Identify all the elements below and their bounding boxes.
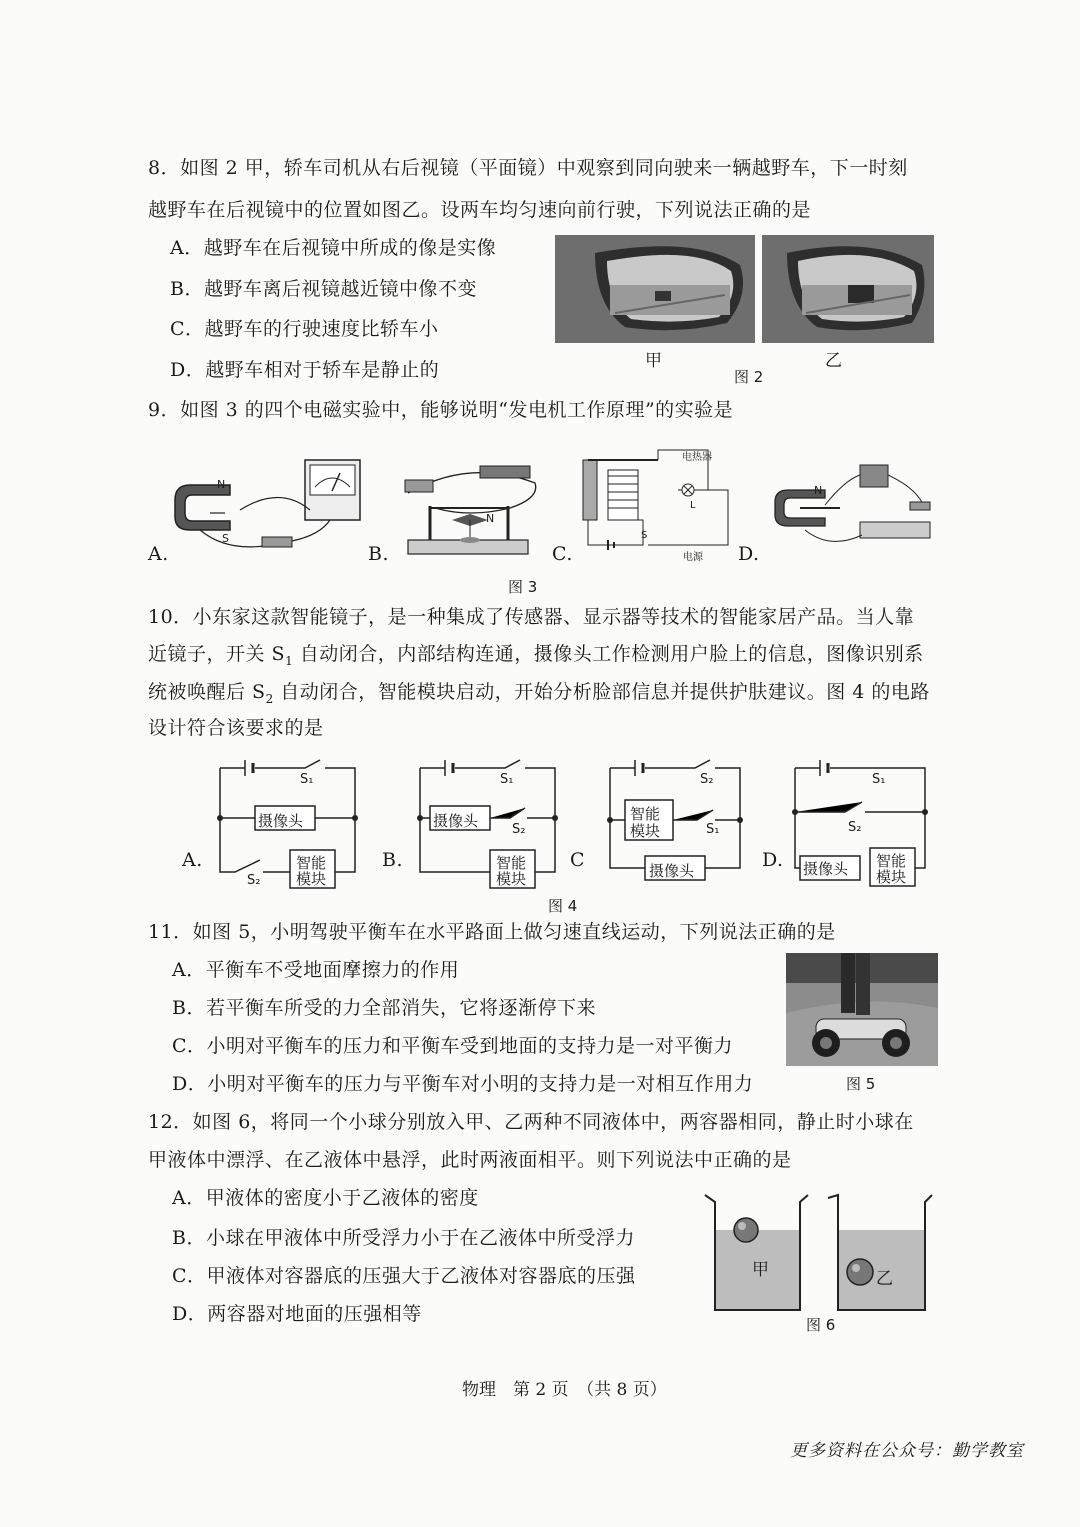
figure-3c-lamp-label: L (690, 500, 696, 511)
figure-3a-south-label: S (222, 532, 229, 545)
figure-3d-north-label: N (814, 484, 823, 497)
figure-3c-heater-label: 电热器 (682, 452, 712, 463)
figure-6-caption: 图 6 (806, 1316, 836, 1334)
figure-3b-north-label: N (486, 512, 495, 525)
figure-4-label-d: D. (762, 849, 784, 871)
figure-4b-module-label-2: 模块 (496, 870, 527, 888)
q10-stem-line1: 10．小东家这款智能镜子，是一种集成了传感器、显示器等技术的智能家居产品。当人靠 (148, 606, 915, 628)
figure-2-mirror-right (762, 235, 934, 343)
figure-3-label-b: B. (368, 543, 390, 565)
figure-3-label-c: C. (552, 543, 573, 565)
figure-3a-north-label: N (217, 478, 226, 491)
figure-4d-module-label-2: 模块 (876, 868, 907, 886)
q10-stem-line2: 近镜子，开关 $S_1$ 自动闭合，内部结构连通，摄像头工作检测用户脸上的信息，图像识别系 (148, 643, 924, 668)
figure-6-liquid-left-label: 甲 (752, 1260, 769, 1280)
figure-3c-south-label: S (641, 530, 648, 541)
q8-option-c: C．越野车的行驶速度比轿车小 (170, 318, 439, 340)
figure-4b-s1-label: S₁ (500, 772, 514, 787)
q12-stem-line1: 12．如图 6，将同一个小球分别放入甲、乙两种不同液体中，两容器相同，静止时小球在 (148, 1111, 914, 1133)
figure-4d-module-label-1: 智能 (876, 852, 907, 870)
q11-option-c: C．小明对平衡车的压力和平衡车受到地面的支持力是一对平衡力 (172, 1035, 734, 1057)
figure-4a-s1-label: S₁ (300, 772, 314, 787)
figure-4-label-b: B. (382, 849, 404, 871)
figure-5-caption: 图 5 (846, 1075, 876, 1093)
q12-option-c: C．甲液体对容器底的压强大于乙液体对容器底的压强 (172, 1265, 636, 1287)
q11-stem: 11．如图 5，小明驾驶平衡车在水平路面上做匀速直线运动，下列说法正确的是 (148, 921, 836, 943)
q10-stem-line3: 统被唤醒后 $S_2$ 自动闭合，智能模块启动，开始分析脸部信息并提供护肤建议。图 4 的电路 (148, 681, 930, 706)
figure-3-caption: 图 3 (508, 578, 538, 596)
q12-option-a: A．甲液体的密度小于乙液体的密度 (172, 1187, 479, 1209)
figure-4-caption: 图 4 (548, 897, 578, 915)
watermark: 更多资料在公众号：勤学教室 (790, 1441, 1024, 1461)
figure-4d-camera-label: 摄像头 (803, 860, 849, 878)
figure-4-label-c: C (570, 849, 586, 871)
q9-stem: 9．如图 3 的四个电磁实验中，能够说明“发电机工作原理”的实验是 (148, 399, 734, 421)
figure-4c-module-label-1: 智能 (630, 805, 661, 823)
figure-6-containers (700, 1190, 950, 1315)
figure-4c-module-label-2: 模块 (630, 822, 661, 840)
figure-5-balance-scooter-photo (786, 953, 938, 1066)
figure-4d-s1-label: S₁ (872, 772, 886, 787)
figure-4a-camera-label: 摄像头 (258, 812, 304, 830)
figure-4d-s2-label: S₂ (848, 820, 862, 835)
q11-option-d: D．小明对平衡车的压力与平衡车对小明的支持力是一对相互作用力 (172, 1073, 754, 1095)
figure-3d-magnet-battery (770, 460, 940, 555)
q8-option-b: B．越野车离后视镜越近镜中像不变 (170, 278, 477, 300)
figure-3a-magnet-galvanometer (170, 455, 370, 565)
figure-4a-module-label-2: 模块 (296, 870, 327, 888)
figure-3b-wire-compass (400, 458, 540, 558)
figure-2-label-right: 乙 (825, 351, 842, 371)
q11-option-b: B．若平衡车所受的力全部消失，它将逐渐停下来 (172, 997, 596, 1019)
q8-stem-line1: 8．如图 2 甲，轿车司机从右后视镜（平面镜）中观察到同向驶来一辆越野车，下一时刻 (148, 157, 908, 179)
figure-4-label-a: A. (182, 849, 203, 871)
figure-4c-s2-label: S₂ (700, 772, 714, 787)
page-footer: 物理 第 2 页 （共 8 页） (462, 1380, 667, 1400)
figure-2-label-left: 甲 (645, 351, 662, 371)
figure-4c-camera-label: 摄像头 (649, 862, 695, 880)
q12-option-d: D．两容器对地面的压强相等 (172, 1303, 422, 1325)
q12-option-b: B．小球在甲液体中所受浮力小于在乙液体中所受浮力 (172, 1227, 635, 1249)
figure-4a-s2-label: S₂ (247, 873, 261, 888)
figure-3-label-d: D. (738, 543, 760, 565)
figure-2-caption: 图 2 (734, 368, 764, 386)
q8-option-a: A．越野车在后视镜中所成的像是实像 (170, 237, 497, 259)
q8-stem-line2: 越野车在后视镜中的位置如图乙。设两车均匀速向前行驶，下列说法正确的是 (148, 199, 812, 221)
figure-4c-s1-label: S₁ (706, 822, 720, 837)
q11-option-a: A．平衡车不受地面摩擦力的作用 (172, 959, 460, 981)
figure-4b-camera-label: 摄像头 (433, 812, 479, 830)
figure-3-label-a: A. (148, 543, 169, 565)
figure-2-mirror-left (555, 235, 755, 343)
figure-6-liquid-right-label: 乙 (876, 1269, 893, 1289)
figure-4b-s2-label: S₂ (512, 822, 526, 837)
q8-option-d: D．越野车相对于轿车是静止的 (170, 359, 440, 381)
figure-4a-module-label-1: 智能 (296, 854, 327, 872)
q10-stem-line4: 设计符合该要求的是 (148, 717, 324, 739)
figure-3c-power-label: 电源 (683, 552, 703, 563)
figure-4b-module-label-1: 智能 (496, 854, 527, 872)
q12-stem-line2: 甲液体中漂浮、在乙液体中悬浮，此时两液面相平。则下列说法中正确的是 (148, 1149, 792, 1171)
